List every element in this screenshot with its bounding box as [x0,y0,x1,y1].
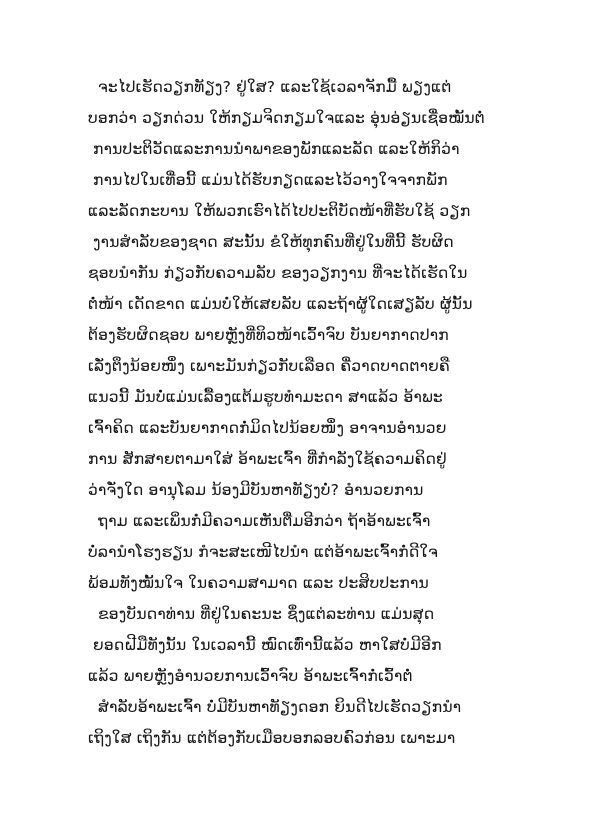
text-line: ພ້ອມທັງໝັ້ນໃຈ ໃນຄວາມສາມາດ ແລະ ປະສິບປະການ [88,574,429,592]
text-line: ແນວນີ້ ມັນບໍ່ແມ່ນເລື້ອງແຕ້ມຮູບທໍາມະດາ ສາແລ້ວ ອ້າພະ [88,388,443,406]
text-line: ຕ້ອງຮັບຜິດຊອບ ພາຍຫຼັງທີ່ທິວໜ້າເວົ້າຈົບ ບັນຍາກາດປາກ [88,326,449,344]
text-line: ເລັ່ງຕຶງນ້ອຍໜຶ່ງ ເພາະມັນກ່ຽວກັບເລືອດ ຄື່ວາດບາດຕາຍຄື [88,357,450,375]
text-line: ສໍາລັບອ້າພະເຈົ້າ ບໍ່ມີບັນຫາທັຽງດອກ ຍິນດີໄປເຮັດວຽກນໍາ [98,698,462,716]
text-line: ແລ້ວ ພາຍຫຼັງອໍານວຍການເວົ້າຈົບ ອ້າພະເຈົ້າກໍ່ເວົ້າຕໍ່ [88,667,413,685]
text-line: ເຈົ້າຄິດ ແລະບັນຍາກາດກໍ່ມິດໄປນ້ອຍໜຶ່ງ ອາຈານອໍານວຍ [88,419,447,437]
text-line: ບໍ່ລານໍາໂຮງຮຽນ ກໍຈະສະເໜີໄປນໍາ ແຕ່ອ້າພະເຈົ້າກໍ່ດີໃຈ [88,543,439,561]
text-line: ງານສໍາລັບຂອງຊາດ ສະນັ້ນ ຂໍໃຫ້ທຸກຄົນທີ່ຢູ່ໃນທີ່ນີ້ ຮັບຜິດ [93,233,454,251]
text-line: ຕໍ່ໜ້າ ເດັດຂາດ ແມ່ນບໍ່ໃຫ້ເສຍລັບ ແລະຖ້າຜູ້ໃດເສຽລັບ ຜູ້ນັ້ນ [88,295,473,313]
text-line: ຖາມ ແລະເພິ່ນກໍ່ມີຄວາມເຫັນຕື່ມອີກວ່າ ຖ້າອ້າພະເຈົ້າ [98,512,431,530]
text-line: ຂອງບັນດາທ່ານ ທີ່ຢູ່ໃນຄະນະ ຊຶ່ງແຕ່ລະທ່ານ ແມ່ນສຸດ [98,605,435,623]
text-line: ຍອດຝີມືທັງນັ້ນ ໃນເວລານີ້ ໝົດເທົ່ານີ້ແລ້ວ ຫາໃສບໍ່ມີອີກ [93,636,442,654]
text-line: ການປະຕິວັດແລະການນໍາພາຂອງພັກແລະລັດ ແລະໃຫ້ກິວ່າ [93,140,460,158]
body-text [88,72,518,754]
text-line: ການໄປໃນເທື່ອນີ້ ແມ່ນໄດ້ຮັບກຽດແລະໄວ້ວາງໃຈຈາກພັກ [93,171,448,189]
text-line: ວ່າຈັ່ງໃດ ອານຸໂລມ ນ້ອງມີບັນຫາທັຽງບໍ່? ອໍານວຍການ [88,481,424,499]
text-line: ບອກວ່າ ວຽກດ່ວນ ໃຫ້ກຽມຈິດກຽມໃຈແລະ ອຸ່ນອ່ຽນເຊື່ອໝັ້ນຕໍ່ [88,109,485,127]
text-line: ຊອບນໍາກັນ ກ່ຽວກັບຄວາມລັບ ຂອງວຽກງານ ທີ່ຈະໄດ້ເຮັດໃນ [88,264,468,282]
text-line: ການ ສັກສາຍຕາມາໃສ່ ອ້າພະເຈົ້າ ທີ່ກໍາລັງໃຊ້ຄວາມຄິດຢູ່ [88,450,447,468]
text-line: ເຖິງໃສ ເຖິງກັນ ແຕ່ຕ້ອງກັບເມືອບອກລອບຄົວກ່ອນ ເພາະມາ [88,729,456,747]
text-line: ແລະລັດກະບານ ໃຫ້ພວກເຮົາໄດ້ໄປປະຕິບັດໜ້າທີ່ຮັບໃຊ້ ວຽກ [88,202,471,220]
text-line: ຈະໄປເຮັດວຽກທັຽງ? ຢູ່ໃສ? ແລະໃຊ້ເວລາຈັກມື້ ພຽງແຕ່ [98,78,452,96]
